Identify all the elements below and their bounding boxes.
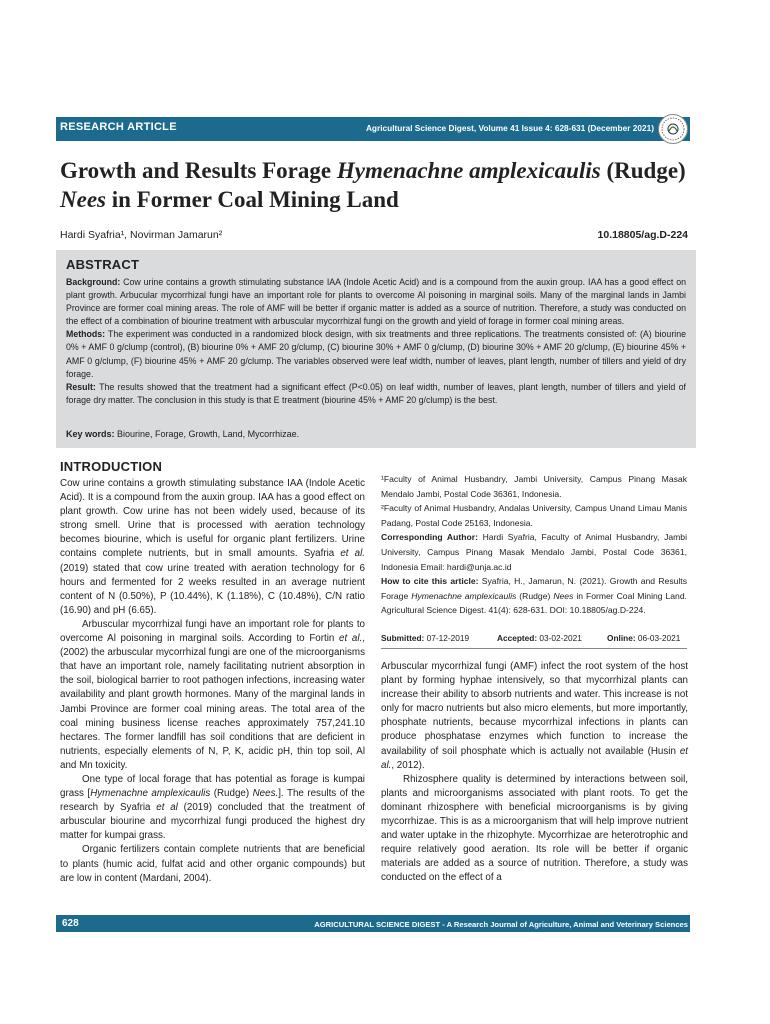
journal-citation: Agricultural Science Digest, Volume 41 Issue 4: 628-631 (December 2021) [365,123,654,133]
keywords: Key words: Biourine, Forage, Growth, Land, Mycorrhizae. [66,429,300,439]
affiliations: ¹Faculty of Animal Husbandry, Jambi University, Campus Pinang Masak Mendalo Jambi, Postal Code 36361, Indonesia. ²Faculty of Animal Husbandry, Andalas University, Campus Unand Limau Manis Padang, Postal Code 25163, Indonesia. Corresponding Author: Hardi Syafria, Faculty of Animal Husbandry, Jambi University, Campus Pinang Masak Mendalo Jambi, Postal Code 36361, Indonesia Email: hardi@unja.ac.id How to cite this article: Syafria, H., Jamarun, N. (2021). Growth and Results Forage Hymenachne amplexicaulis (Rudge) Nees in Former Coal Mining Land. Agricultural Science Digest. 41(4): 628-631. DOI: 10.18805/ag.D-224. [381,474,687,616]
abstract-body: Background: Cow urine contains a growth stimulating substance IAA (Indole Acetic Acid) and is a compound from the auxin group. IAA has a good effect on plant growth. Arbucular mycorrhizal fungi have an important role for plants to overcome Al poisoning in marginal soils. Many of the marginal lands in Jambi Province are former coal mining areas. The role of AMF will be better if organic matter is added as a source of nutrition. Therefore, a study was conducted on the effect of a combination of biourine treatment with arbuscular mycorrhizal fungi on the growth and yield of forage in former coal mining areas. Methods: The experiment was conducted in a randomized block design, with six treatments and three replications. The treatments consisted of: (A) biourine 0% + AMF 0 g/clump (control), (B) biourine 0% + AMF 20 g/clump, (C) biourine 30% + AMF 0 g/clump, (D) biourine 30% + AMF 20 g/clump, (E) biourine 45% + AMF 0 g/clump, (F) biourine 45% + AMF 20 g/clump. The variables observed were leaf width, number of leaves, plant length, number of tillers and yield of dry forage. Result: The results showed that the treatment had a significant effect (P<0.05) on leaf width, number of leaves, plant length, number of tillers and yield of forage dry matter. The conclusion in this study is that E treatment (biourine 45% + AMF 20 g/clump) is the best. [66,277,686,405]
submitted-date: Submitted: 07-12-2019 [381,633,470,643]
footer-journal-name: AGRICULTURAL SCIENCE DIGEST - A Research Journal of Agriculture, Animal and Veterinary Sciences [314,920,688,929]
divider [381,648,687,649]
accepted-date: Accepted: 03-02-2021 [497,633,582,643]
doi[interactable]: 10.18805/ag.D-224 [597,229,688,241]
introduction-heading: INTRODUCTION [60,459,163,474]
page-number: 628 [62,918,79,929]
article-type-label: RESEARCH ARTICLE [60,121,177,133]
author-list: Hardi Syafria¹, Novirman Jamarun² [60,229,223,241]
introduction-text: Cow urine contains a growth stimulating substance IAA (Indole Acetic Acid). It is a compound from the auxin group. IAA has a good effect on plant growth. Cow urine has not been widely used, because of its strong smell. Urine that is processed with aeration technology becomes biourine, which is useful for organic plant fertilizers. Urine contains complete nutrients, but in small amounts. Syafria et al. (2019) stated that cow urine treated with aeration technology for 6 hours and fermented for 2 weeks resulted in an average nutrient content of N (0.50%), P (10.44%), K (1.18%), C (10.48%), C/N ratio (16.90) and pH (6.65). Arbuscular mycorrhizal fungi have an important role for plants to overcome Al poisoning in marginal soils. According to Fortin et al., (2002) the arbuscular mycorrhizal fungi are one of the microorganisms that have an important role, namely facilitating nutrient absorption in the soil, biological barrier to root pathogen infections, increasing water availability and plant growth hormones. Many of the marginal lands in Jambi Province are former coal mining areas. The total area of the coal mining business license reaches approximately 757,241.10 hectares. The former landfill has soil conditions that are deficient in nutrients, especially elements of N, P, K, acidic pH, thin top soil, Al and Mn toxicity. One type of local forage that has potential as forage is kumpai grass [Hymenachne amplexicaulis (Rudge) Nees.]. The results of the research by Syafria et al (2019) concluded that the treatment of arbuscular biourine and mycorrhizal fungi produced the highest dry matter for kumpai grass. Organic fertilizers contain complete nutrients that are beneficial to plants (humic acid, fulfat acid and other organic compounds) but are low in content (Mardani, 2004). [60,478,365,884]
online-date: Online: 06-03-2021 [607,633,681,643]
article-title: Growth and Results Forage Hymenachne amplexicaulis (Rudge) Nees in Former Coal Mining Land [60,158,686,212]
abstract-heading: ABSTRACT [66,257,140,272]
right-column-text: Arbuscular mycorrhizal fungi (AMF) infect the root system of the host plant by forming hyphae intensively, so that mycorrhizal plants can increase their ability to absorb nutrients and water. This increase is not only for macro nutrients but also micro elements, but more importantly, phosphate nutrients, because mycorrhizal infections in plants can produce phosphatase enzymes which function to increase the availability of soil phosphate which is actually not available (Husin et al., 2012). Rhizosphere quality is determined by interactions between soil, plants and microorganisms associated with plant roots. To get the dominant rhizosphere with beneficial microorganisms is by giving mycorrhizae. This is as a microorganism that will help improve nutrient and water uptake in the rhizophyte. Mycorrhizae are heterotrophic and require relatively good aeration. Its role will be better if organic materials are added as a source of nutrition. Therefore, a study was conducted on the effect of a [381,661,688,884]
journal-logo-icon [658,114,688,144]
